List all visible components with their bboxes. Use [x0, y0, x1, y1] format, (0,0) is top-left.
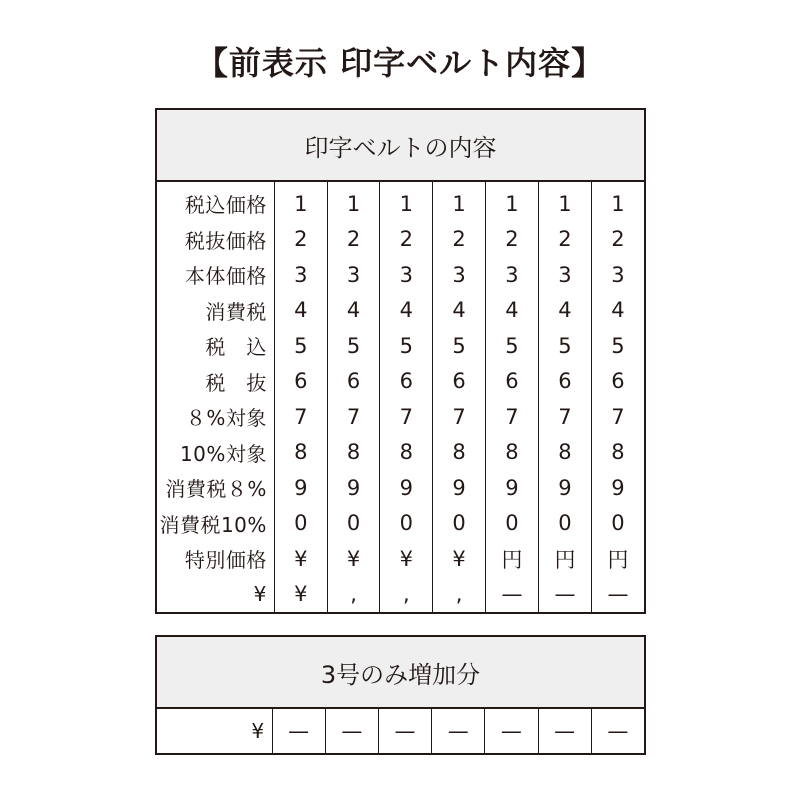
belt-char-cell: 6 [327, 364, 380, 400]
belt-char-cell: 9 [327, 470, 380, 506]
belt-char-cell: 2 [591, 222, 645, 258]
belt-char-cell: 9 [380, 470, 433, 506]
belt-char-cell: 5 [485, 328, 538, 364]
belt-char-cell: 3 [327, 257, 380, 293]
belt-char-cell: , [380, 577, 433, 614]
table-row [156, 506, 645, 542]
print-belt-table [155, 108, 646, 614]
belt-char-cell: 2 [433, 222, 486, 258]
belt-char-cell: — [378, 708, 431, 754]
belt-char-cell: 0 [485, 506, 538, 542]
size3-extra-table [155, 635, 646, 755]
row-label: 消費税10% [156, 506, 274, 542]
belt-char-cell: 7 [538, 399, 591, 435]
belt-char-cell: 7 [274, 399, 327, 435]
belt-char-cell: — [591, 577, 645, 614]
row-label: 本体価格 [156, 257, 274, 293]
table-row [156, 181, 645, 222]
belt-char-cell: 3 [538, 257, 591, 293]
belt-char-cell: 2 [538, 222, 591, 258]
belt-char-cell: 0 [380, 506, 433, 542]
belt-char-cell: 5 [538, 328, 591, 364]
belt-char-cell: 6 [274, 364, 327, 400]
belt-char-cell: 1 [538, 181, 591, 222]
belt-char-cell: 5 [591, 328, 645, 364]
belt-char-cell: — [272, 708, 325, 754]
belt-char-cell: 8 [538, 435, 591, 471]
belt-char-cell: 7 [327, 399, 380, 435]
belt-char-cell: 6 [433, 364, 486, 400]
belt-char-cell: 8 [274, 435, 327, 471]
belt-char-cell: 3 [591, 257, 645, 293]
belt-char-cell: 3 [380, 257, 433, 293]
belt-char-cell: 8 [591, 435, 645, 471]
belt-char-cell: 8 [485, 435, 538, 471]
belt-char-cell: 2 [380, 222, 433, 258]
belt-char-cell: 4 [327, 293, 380, 329]
row-label: 税抜価格 [156, 222, 274, 258]
belt-char-cell: 1 [591, 181, 645, 222]
belt-char-cell: 1 [485, 181, 538, 222]
belt-char-cell: 0 [591, 506, 645, 542]
belt-char-cell: 0 [327, 506, 380, 542]
belt-char-cell: 9 [485, 470, 538, 506]
belt-char-cell: 3 [485, 257, 538, 293]
page-title: 【前表示 印字ベルト内容】 [195, 44, 605, 82]
belt-char-cell: 4 [274, 293, 327, 329]
table-row [156, 222, 645, 258]
belt-char-cell: 4 [538, 293, 591, 329]
belt-char-cell: 9 [538, 470, 591, 506]
belt-char-cell: 0 [538, 506, 591, 542]
row-label: 消費税 [156, 293, 274, 329]
belt-char-cell: 9 [591, 470, 645, 506]
belt-char-cell: — [485, 708, 538, 754]
belt-char-cell: 2 [274, 222, 327, 258]
table-row [156, 470, 645, 506]
belt-char-cell: 3 [274, 257, 327, 293]
belt-char-cell: 6 [591, 364, 645, 400]
row-label: ８%対象 [156, 399, 274, 435]
belt-char-cell: 7 [380, 399, 433, 435]
belt-char-cell: — [538, 708, 591, 754]
belt-char-cell: 6 [380, 364, 433, 400]
print-belt-table-body [156, 181, 645, 613]
belt-char-cell: — [485, 577, 538, 614]
belt-char-cell: 3 [433, 257, 486, 293]
size3-extra-table-body [156, 708, 645, 754]
belt-char-cell: 0 [274, 506, 327, 542]
belt-char-cell: 8 [433, 435, 486, 471]
print-belt-table-header: 印字ベルトの内容 [156, 109, 645, 181]
row-label: 税 込 [156, 328, 274, 364]
belt-char-cell: 4 [591, 293, 645, 329]
belt-char-cell: 4 [485, 293, 538, 329]
belt-char-cell: 5 [433, 328, 486, 364]
table-row [156, 364, 645, 400]
belt-char-cell: 2 [327, 222, 380, 258]
belt-char-cell: 円 [538, 541, 591, 577]
table-row [156, 435, 645, 471]
belt-char-cell: ¥ [274, 577, 327, 614]
belt-char-cell: 1 [274, 181, 327, 222]
belt-char-cell: 7 [591, 399, 645, 435]
table-row [156, 541, 645, 577]
belt-char-cell: 1 [327, 181, 380, 222]
belt-char-cell: , [433, 577, 486, 614]
belt-char-cell: 0 [433, 506, 486, 542]
belt-char-cell: — [591, 708, 645, 754]
row-label: 税 抜 [156, 364, 274, 400]
belt-char-cell: 7 [433, 399, 486, 435]
belt-char-cell: , [327, 577, 380, 614]
row-label: 特別価格 [156, 541, 274, 577]
belt-char-cell: 5 [380, 328, 433, 364]
belt-char-cell: 円 [485, 541, 538, 577]
row-label: 税込価格 [156, 181, 274, 222]
table-row [156, 399, 645, 435]
belt-char-cell: 9 [433, 470, 486, 506]
row-label: ¥ [156, 577, 274, 614]
belt-char-cell: 4 [433, 293, 486, 329]
belt-char-cell: 6 [538, 364, 591, 400]
belt-char-cell: 8 [380, 435, 433, 471]
belt-char-cell: 4 [380, 293, 433, 329]
belt-char-cell: 9 [274, 470, 327, 506]
belt-char-cell: 2 [485, 222, 538, 258]
row-label: ¥ [156, 708, 272, 754]
size3-extra-table-header: 3号のみ増加分 [156, 636, 645, 708]
table-row [156, 328, 645, 364]
table-row [156, 708, 645, 754]
belt-char-cell: ¥ [380, 541, 433, 577]
belt-char-cell: — [538, 577, 591, 614]
belt-char-cell: ¥ [327, 541, 380, 577]
belt-char-cell: 7 [485, 399, 538, 435]
table-row [156, 257, 645, 293]
belt-char-cell: ¥ [274, 541, 327, 577]
belt-char-cell: 6 [485, 364, 538, 400]
table-row [156, 577, 645, 614]
belt-char-cell: 8 [327, 435, 380, 471]
belt-char-cell: — [432, 708, 485, 754]
belt-char-cell: — [325, 708, 378, 754]
belt-char-cell: 5 [274, 328, 327, 364]
belt-char-cell: 1 [433, 181, 486, 222]
belt-char-cell: 円 [591, 541, 645, 577]
belt-char-cell: 1 [380, 181, 433, 222]
table-row [156, 293, 645, 329]
belt-char-cell: ¥ [433, 541, 486, 577]
row-label: 10%対象 [156, 435, 274, 471]
row-label: 消費税８% [156, 470, 274, 506]
belt-char-cell: 5 [327, 328, 380, 364]
